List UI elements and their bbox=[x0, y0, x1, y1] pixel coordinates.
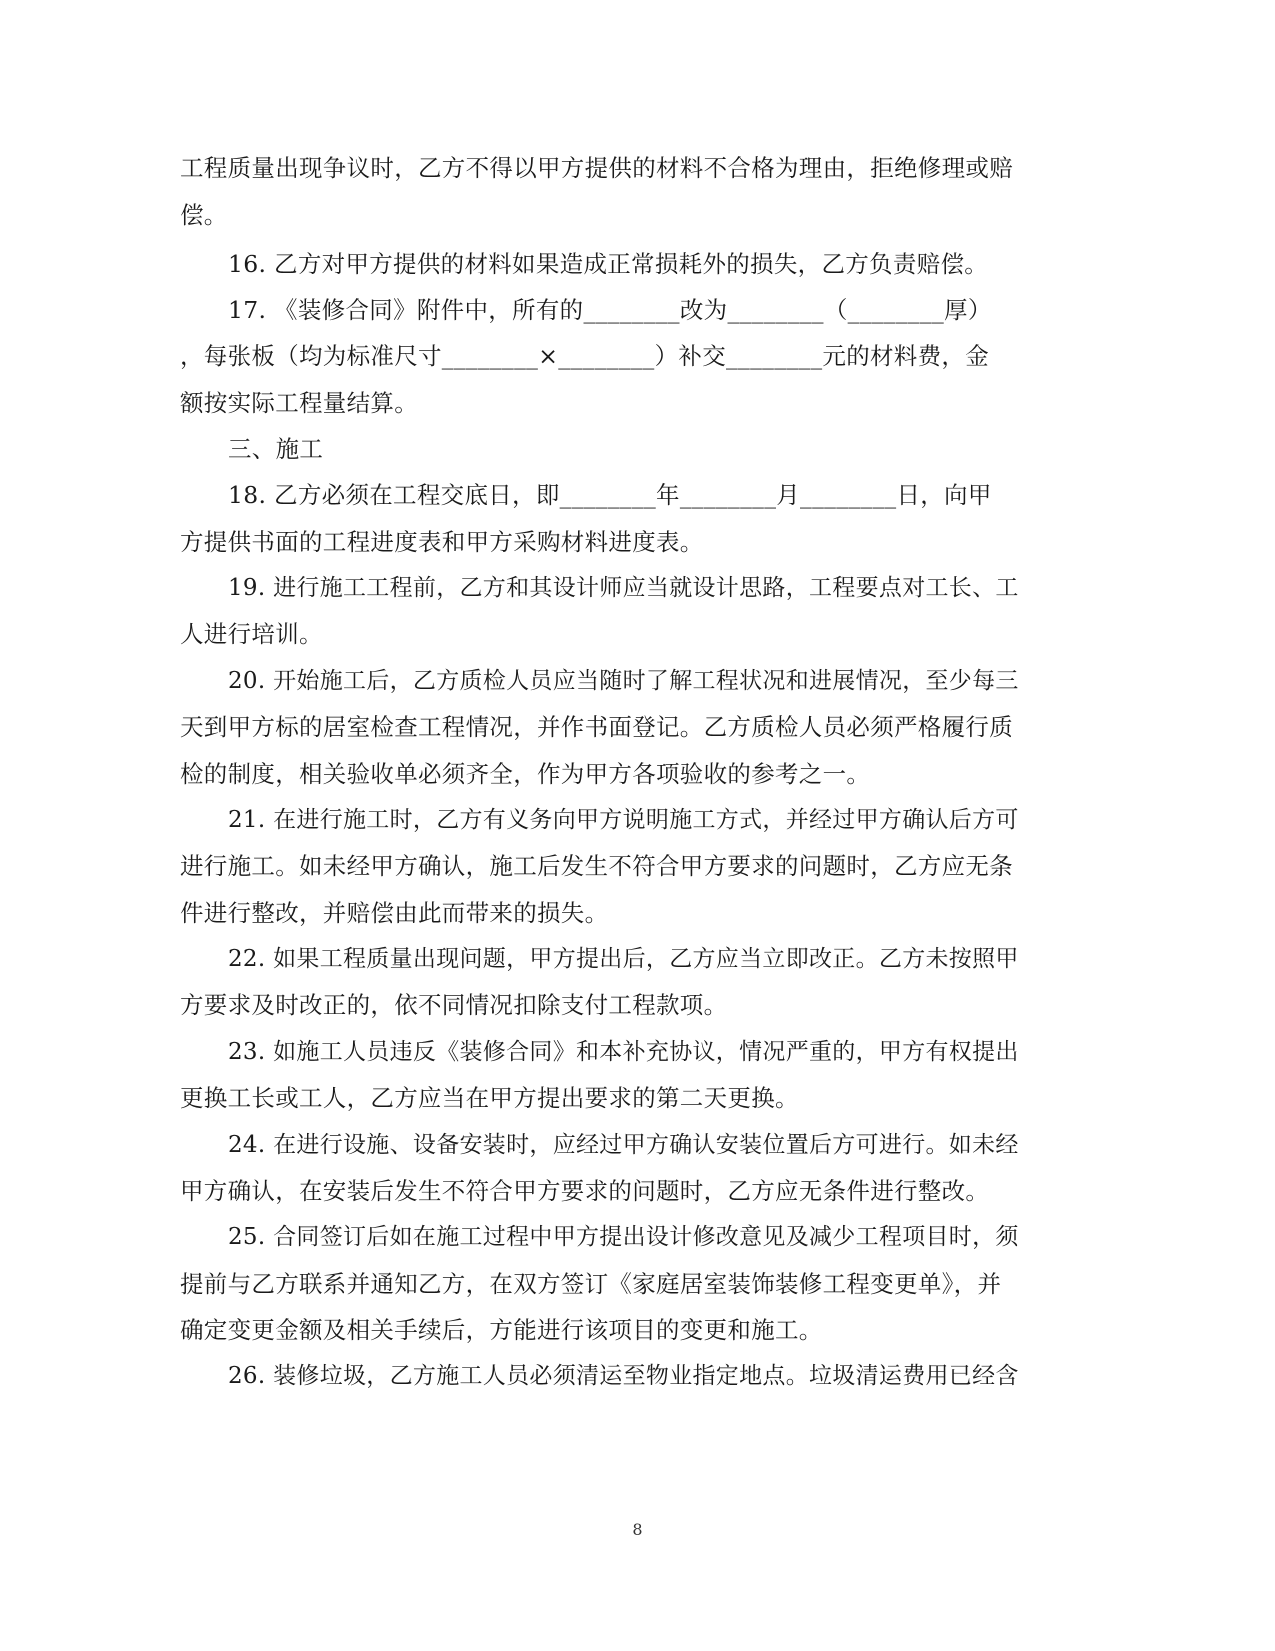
text-line: 17. 《装修合同》附件中，所有的________改为________（________厚） bbox=[228, 296, 992, 324]
text-line: 甲方确认，在安装后发生不符合甲方要求的问题时，乙方应无条件进行整改。 bbox=[180, 1177, 990, 1205]
text-line: 检的制度，相关验收单必须齐全，作为甲方各项验收的参考之一。 bbox=[180, 760, 871, 788]
section-heading: 三、施工 bbox=[228, 435, 324, 463]
text-line: 25. 合同签订后如在施工过程中甲方提出设计修改意见及减少工程项目时，须 bbox=[228, 1224, 1019, 1250]
text-line: 21. 在进行施工时，乙方有义务向甲方说明施工方式，并经过甲方确认后方可 bbox=[228, 807, 1019, 833]
text-line: 件进行整改，并赔偿由此而带来的损失。 bbox=[180, 899, 609, 927]
text-line: 19. 进行施工工程前，乙方和其设计师应当就设计思路，工程要点对工长、工 bbox=[228, 575, 1019, 601]
text-line: 方提供书面的工程进度表和甲方采购材料进度表。 bbox=[180, 528, 704, 556]
text-line: 偿。 bbox=[180, 201, 228, 229]
text-line: 进行施工。如未经甲方确认，施工后发生不符合甲方要求的问题时，乙方应无条 bbox=[180, 852, 1013, 880]
page-number: 8 bbox=[632, 1520, 643, 1539]
text-line: 提前与乙方联系并通知乙方，在双方签订《家庭居室装饰装修工程变更单》，并 bbox=[180, 1270, 1002, 1298]
text-line: 22. 如果工程质量出现问题，甲方提出后，乙方应当立即改正。乙方未按照甲 bbox=[228, 946, 1019, 972]
text-line: 确定变更金额及相关手续后，方能进行该项目的变更和施工。 bbox=[180, 1316, 823, 1344]
text-line: ，每张板（均为标准尺寸________×________）补交________元的材料费，金 bbox=[180, 342, 989, 370]
text-line: 方要求及时改正的，依不同情况扣除支付工程款项。 bbox=[180, 991, 728, 1019]
text-line: 更换工长或工人，乙方应当在甲方提出要求的第二天更换。 bbox=[180, 1084, 799, 1112]
text-line: 18. 乙方必须在工程交底日，即________年________月________日，向甲 bbox=[228, 481, 992, 509]
text-line: 24. 在进行设施、设备安装时，应经过甲方确认安装位置后方可进行。如未经 bbox=[228, 1132, 1019, 1158]
text-line: 额按实际工程量结算。 bbox=[180, 389, 418, 417]
text-line: 23. 如施工人员违反《装修合同》和本补充协议，情况严重的，甲方有权提出 bbox=[228, 1039, 1019, 1065]
text-line: 26. 装修垃圾，乙方施工人员必须清运至物业指定地点。垃圾清运费用已经含 bbox=[228, 1363, 1019, 1389]
text-line: 人进行培训。 bbox=[180, 620, 323, 648]
text-line: 16. 乙方对甲方提供的材料如果造成正常损耗外的损失，乙方负责赔偿。 bbox=[228, 250, 989, 278]
text-line: 天到甲方标的居室检查工程情况，并作书面登记。乙方质检人员必须严格履行质 bbox=[180, 713, 1013, 741]
text-line: 20. 开始施工后，乙方质检人员应当随时了解工程状况和进展情况，至少每三 bbox=[228, 668, 1019, 694]
text-line: 工程质量出现争议时，乙方不得以甲方提供的材料不合格为理由，拒绝修理或赔 bbox=[180, 154, 1013, 182]
